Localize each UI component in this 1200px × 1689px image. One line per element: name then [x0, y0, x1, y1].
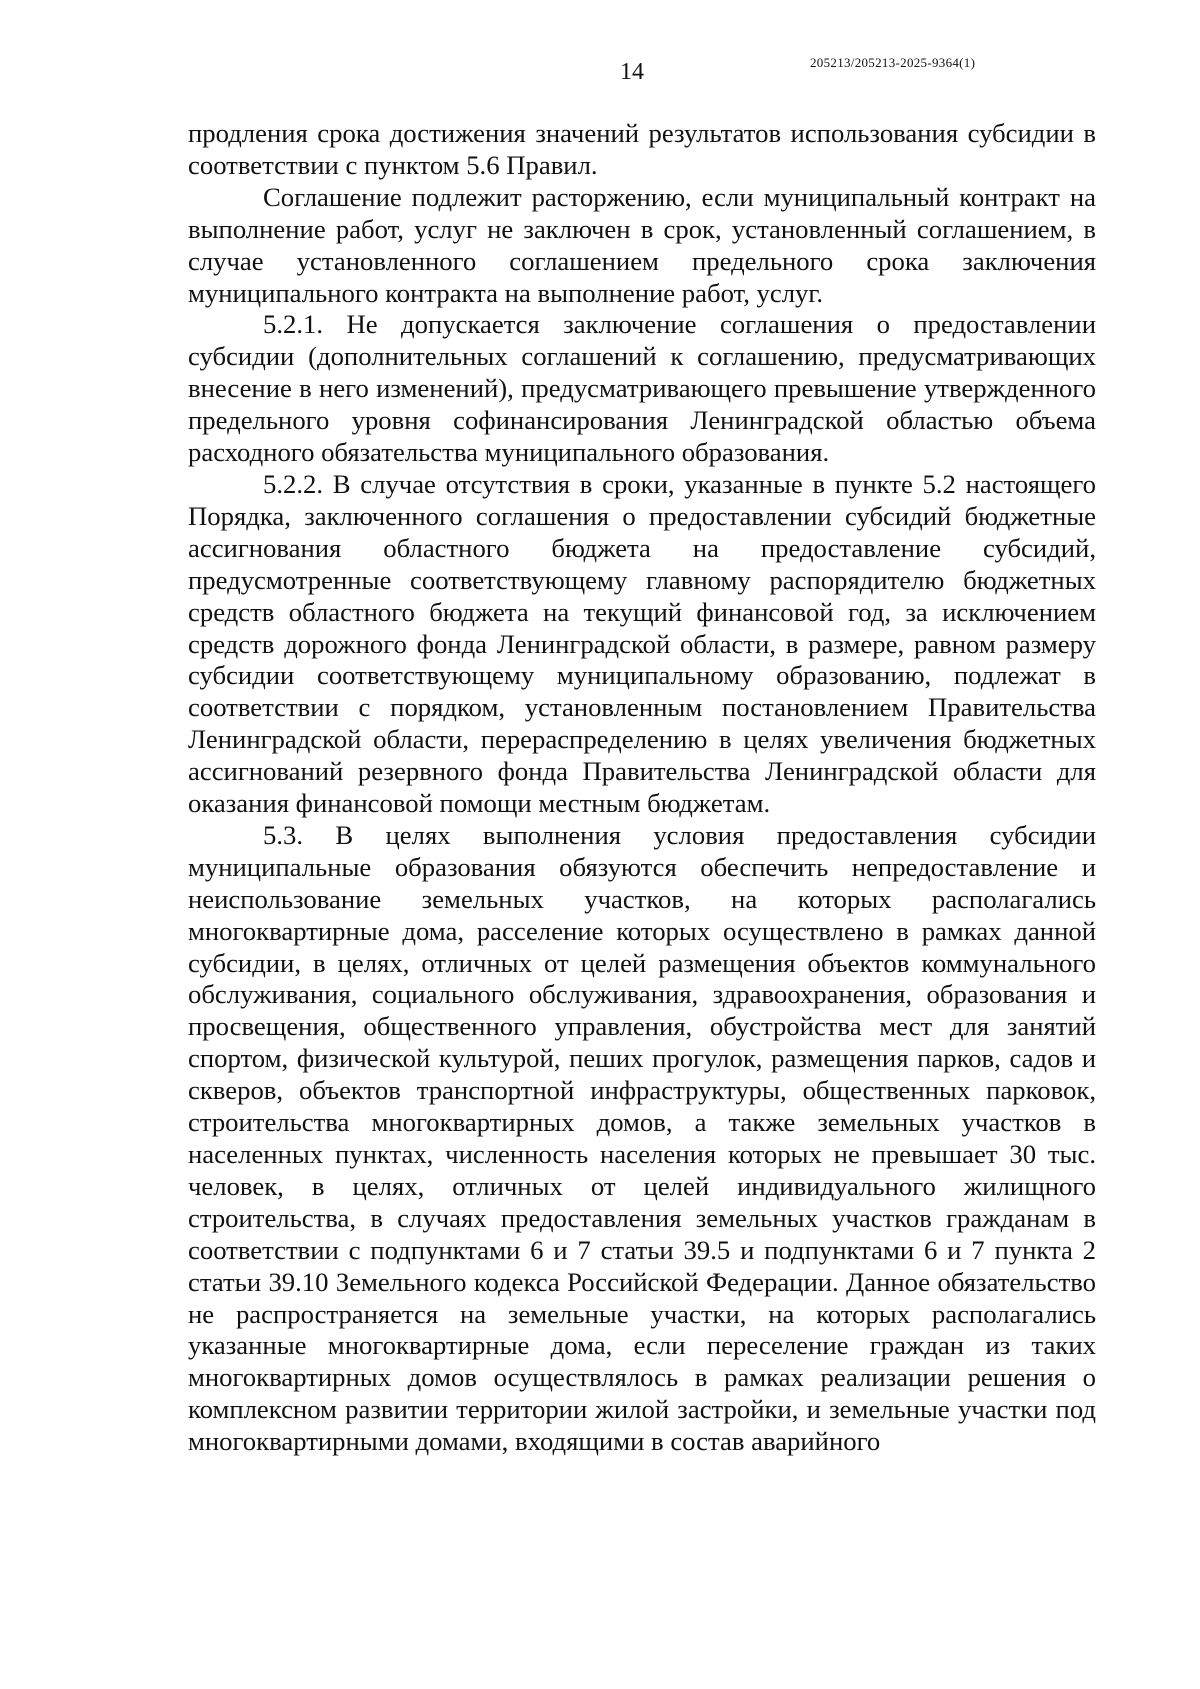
page-number: 14 — [620, 59, 644, 85]
paragraph-5-2-2: 5.2.2. В случае отсутствия в сроки, указанные в пункте 5.2 настоящего Порядка, заключенного соглашения о предоставлении субсидий бюджетные ассигнования областного бюджета на предоставление субсидий, предусмотренные соответствующему главному распорядителю бюджетных средств областного бюджета на текущий финансовой год, за исключением средств дорожного фонда Ленинградской области, в размере, равном размеру субсидии соответствующему муниципальному образованию, подлежат в соответствии с порядком, установленным постановлением Правительства Ленинградской области, перераспределению в целях увеличения бюджетных ассигнований резервного фонда Правительства Ленинградской области для оказания финансовой помощи местным бюджетам. — [188, 468, 1096, 819]
paragraph-5-3: 5.3. В целях выполнения условия предоставления субсидии муниципальные образования обязуются обеспечить непредоставление и неиспользование земельных участков, на которых располагались многоквартирные дома, расселение которых осуществлено в рамках данной субсидии, в целях, отличных от целей размещения объектов коммунального обслуживания, социального обслуживания, здравоохранения, образования и просвещения, общественного управления, обустройства мест для занятий спортом, физической культурой, пеших прогулок, размещения парков, садов и скверов, объектов транспортной инфраструктуры, общественных парковок, строительства многоквартирных домов, а также земельных участков в населенных пунктах, численность населения которых не превышает 30 тыс. человек, в целях, отличных от целей индивидуального жилищного строительства, в случаях предоставления земельных участков гражданам в соответствии с подпунктами 6 и 7 статьи 39.5 и подпунктами 6 и 7 пункта 2 статьи 39.10 Земельного кодекса Российской Федерации. Данное обязательство не распространяется на земельные участки, на которых располагались указанные многоквартирные дома, если переселение граждан из таких многоквартирных домов осуществлялось в рамках реализации решения о комплексном развитии территории жилой застройки, и земельные участки под многоквартирными домами, входящими в состав аварийного — [188, 819, 1096, 1457]
document-id: 205213/205213-2025-9364(1) — [810, 55, 976, 70]
paragraph-5-2-1: 5.2.1. Не допускается заключение соглашения о предоставлении субсидии (дополнительных соглашений к соглашению, предусматривающих внесение в него изменений), предусматривающего превышение утвержденного предельного уровня софинансирования Ленинградской областью объема расходного обязательства муниципального образования. — [188, 309, 1096, 468]
document-body — [188, 118, 1096, 1458]
paragraph-continuation: продления срока достижения значений результатов использования субсидии в соответствии с пунктом 5.6 Правил. — [188, 118, 1096, 180]
paragraph-agreement-termination: Соглашение подлежит расторжению, если муниципальный контракт на выполнение работ, услуг не заключен в срок, установленный соглашением, в случае установленного соглашением предельного срока заключения муниципального контракта на выполнение работ, услуг. — [188, 181, 1096, 308]
